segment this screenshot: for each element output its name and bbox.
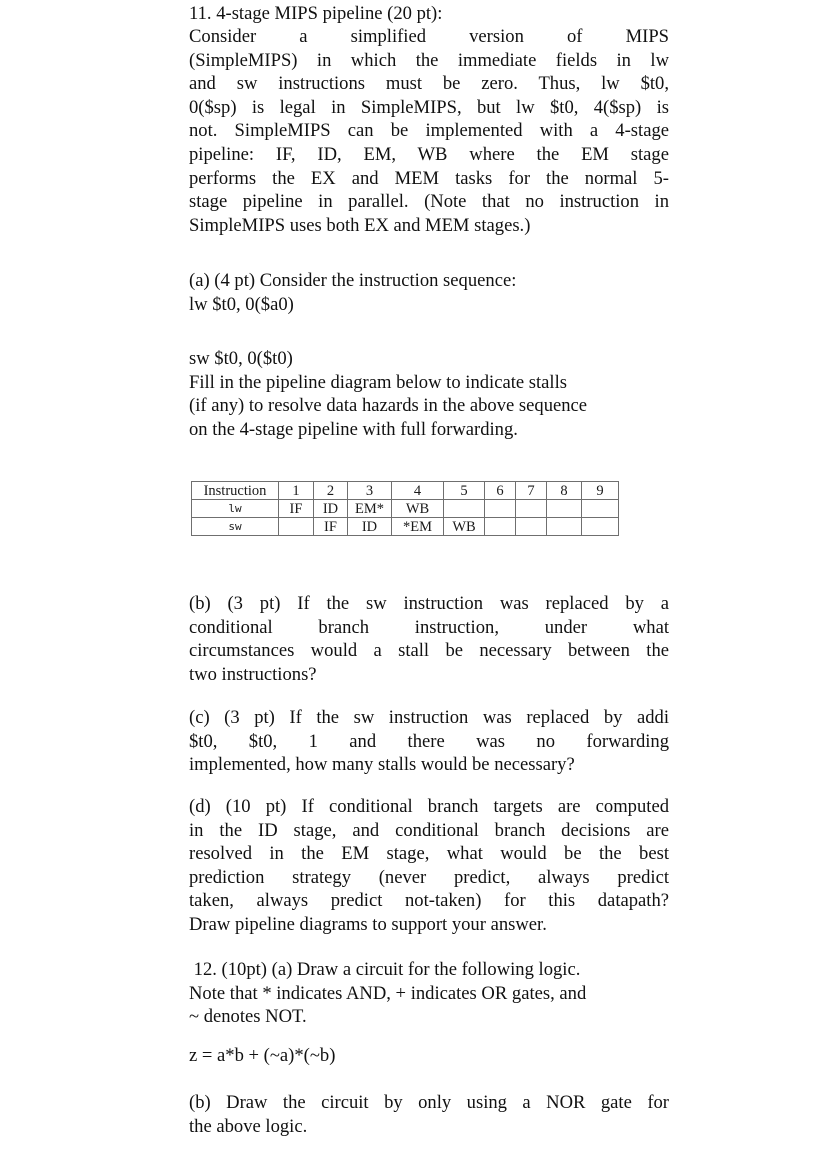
intro-line: stage pipeline in parallel. (Note that no instruction in	[189, 191, 669, 213]
table-cell: lw	[192, 500, 279, 518]
table-cell	[516, 518, 547, 536]
question-11a	[189, 269, 669, 316]
question-11d-line: in the ID stage, and conditional branch decisions are	[189, 819, 669, 841]
table-cell	[485, 500, 516, 518]
question-12b	[189, 1091, 669, 1138]
question-11c-line: (c) (3 pt) If the sw instruction was replaced by addi	[189, 707, 669, 728]
intro-line: and sw instructions must be zero. Thus, lw $t0,	[189, 73, 669, 95]
table-cell	[279, 518, 314, 536]
table-cell: EM*	[348, 500, 392, 518]
question-11d-line: Draw pipeline diagrams to support your answer.	[189, 913, 547, 935]
header-cell: 5	[444, 482, 485, 500]
header-cell: 7	[516, 482, 547, 500]
table-cell: WB	[392, 500, 444, 518]
fill-line: on the 4-stage pipeline with full forwarding.	[189, 418, 518, 440]
table-cell: ID	[314, 500, 348, 518]
header-cell: 6	[485, 482, 516, 500]
question-11b-line: (b) (3 pt) If the sw instruction was replaced by a	[189, 593, 669, 614]
question-12a-line: ~ denotes NOT.	[189, 1006, 307, 1028]
fill-line: Fill in the pipeline diagram below to indicate stalls	[189, 371, 567, 393]
logic-equation-text: z = a*b + (~a)*(~b)	[189, 1045, 336, 1066]
question-11c-line: $t0, $t0, 1 and there was no forwarding	[189, 730, 669, 752]
question-11d-line: prediction strategy (never predict, always predict	[189, 866, 669, 888]
table-cell	[582, 500, 619, 518]
question-11a-continued	[189, 347, 669, 441]
question-11c-line: implemented, how many stalls would be necessary?	[189, 754, 575, 776]
logic-equation	[189, 1044, 669, 1068]
header-cell: 1	[279, 482, 314, 500]
intro-line: Consider a simplified version of MIPS	[189, 26, 669, 47]
table-cell: IF	[279, 500, 314, 518]
question-12a-line: 12. (10pt) (a) Draw a circuit for the following logic.	[189, 959, 581, 980]
question-11b-line: two instructions?	[189, 663, 317, 685]
table-cell: sw	[192, 518, 279, 536]
question-11d-line: resolved in the EM stage, what would be the best	[189, 843, 669, 865]
table-cell	[582, 518, 619, 536]
question-11-title-text: 11. 4-stage MIPS pipeline (20 pt):	[189, 3, 443, 24]
header-cell: Instruction	[192, 482, 279, 500]
question-11b	[189, 592, 669, 686]
question-11-title	[189, 2, 669, 26]
header-cell: 2	[314, 482, 348, 500]
intro-line: SimpleMIPS uses both EX and MEM stages.)	[189, 214, 531, 236]
intro-line: 0($sp) is legal in SimpleMIPS, but lw $t0, 4($sp) is	[189, 96, 669, 118]
table-cell	[547, 518, 582, 536]
question-11d	[189, 795, 669, 937]
instruction-lw: lw $t0, 0($a0)	[189, 293, 294, 315]
intro-line: not. SimpleMIPS can be implemented with a 4-stage	[189, 120, 669, 142]
table-cell: ID	[348, 518, 392, 536]
question-11b-line: circumstances would a stall be necessary between the	[189, 640, 669, 662]
question-12a-line: Note that * indicates AND, + indicates OR gates, and	[189, 982, 587, 1004]
table-cell: WB	[444, 518, 485, 536]
question-11b-line: conditional branch instruction, under what	[189, 616, 669, 638]
header-cell: 4	[392, 482, 444, 500]
table-cell	[516, 500, 547, 518]
table-cell	[547, 500, 582, 518]
pipeline-diagram-table	[191, 481, 619, 536]
question-11-intro	[189, 25, 669, 237]
question-12b-line: (b) Draw the circuit by only using a NOR gate for	[189, 1092, 669, 1113]
table-row	[192, 518, 619, 536]
header-cell: 8	[547, 482, 582, 500]
question-11d-line: taken, always predict not-taken) for this datapath?	[189, 890, 669, 912]
table-cell: IF	[314, 518, 348, 536]
intro-line: (SimpleMIPS) in which the immediate fields in lw	[189, 49, 669, 71]
table-header-row	[192, 482, 619, 500]
intro-line: pipeline: IF, ID, EM, WB where the EM stage	[189, 143, 669, 165]
table-row	[192, 500, 619, 518]
question-11c	[189, 706, 669, 777]
question-11a-prompt: (a) (4 pt) Consider the instruction sequence:	[189, 270, 517, 291]
fill-line: (if any) to resolve data hazards in the above sequence	[189, 395, 588, 417]
question-11d-line: (d) (10 pt) If conditional branch targets are computed	[189, 796, 669, 817]
header-cell: 3	[348, 482, 392, 500]
instruction-sw: sw $t0, 0($t0)	[189, 348, 293, 369]
question-12b-line: the above logic.	[189, 1115, 308, 1137]
table-cell	[485, 518, 516, 536]
question-12a	[189, 958, 669, 1029]
header-cell: 9	[582, 482, 619, 500]
table-cell	[444, 500, 485, 518]
intro-line: performs the EX and MEM tasks for the normal 5-	[189, 167, 669, 189]
table-cell: *EM	[392, 518, 444, 536]
